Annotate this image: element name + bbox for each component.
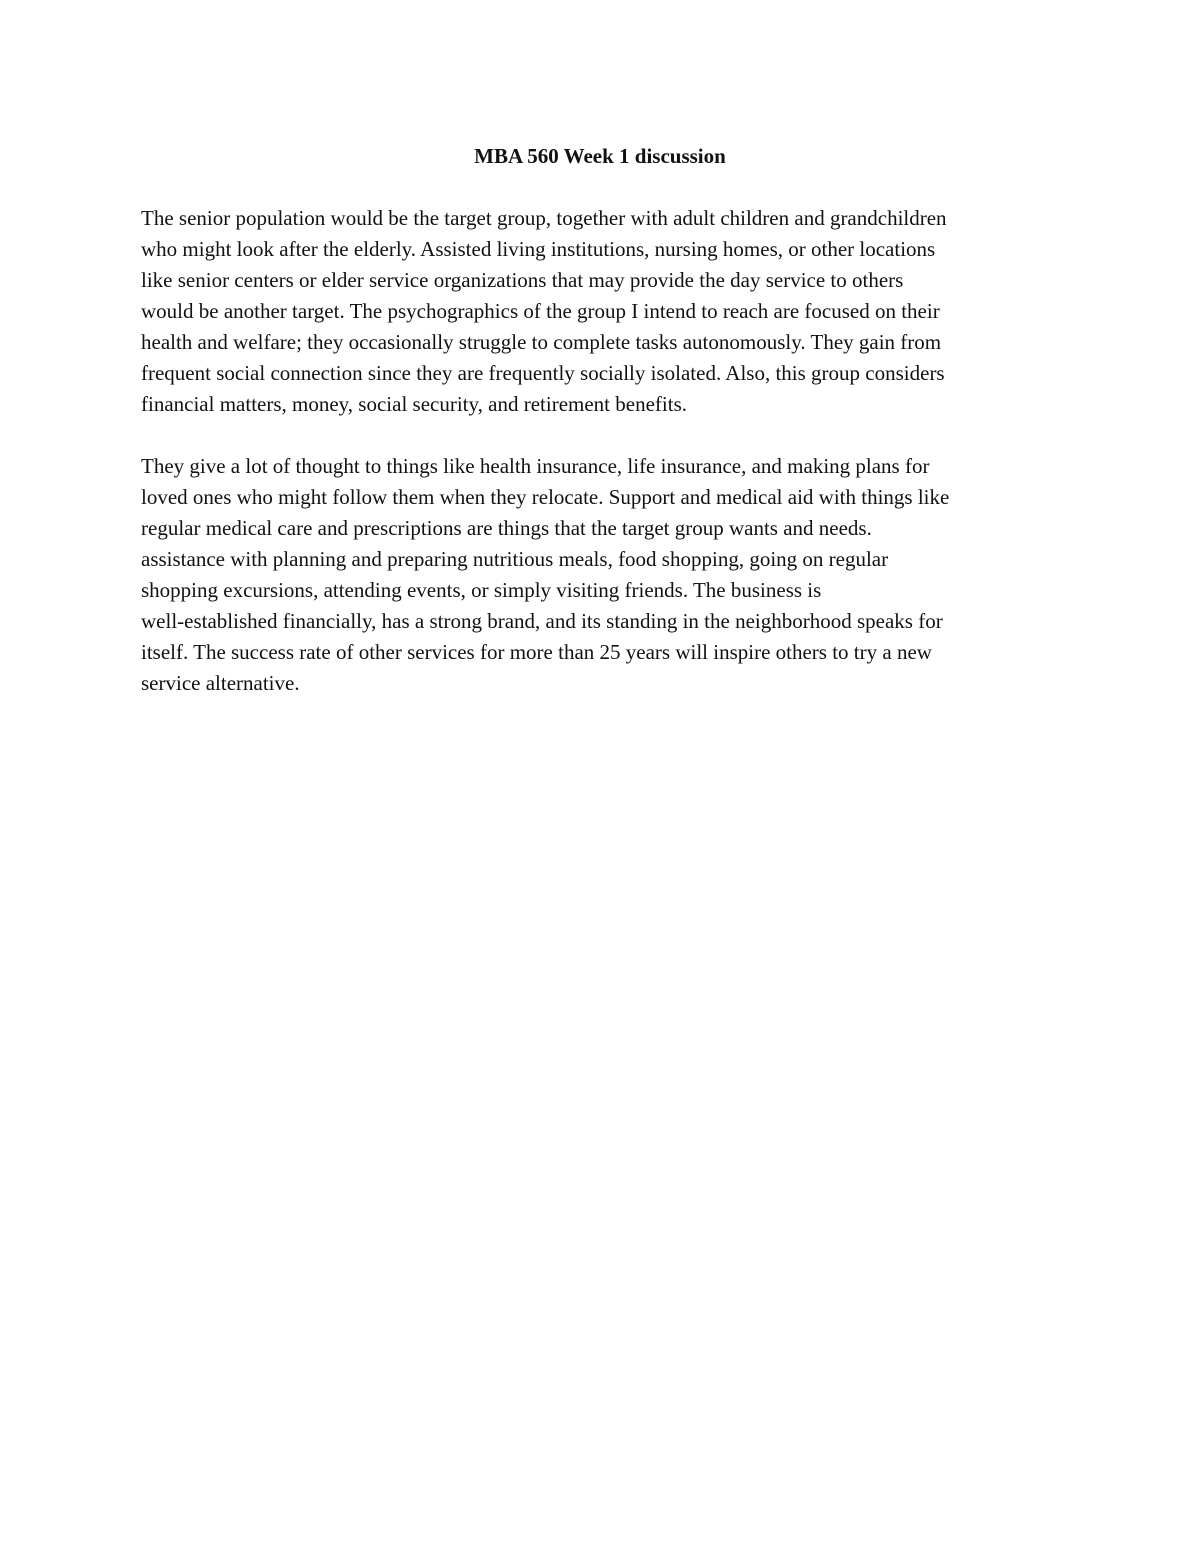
paragraph-line: The senior population would be the target group, together with adult children and grandchildren — [141, 206, 947, 230]
paragraph-line: financial matters, money, social security, and retirement benefits. — [141, 392, 687, 416]
paragraph-line: health and welfare; they occasionally struggle to complete tasks autonomously. They gain from — [141, 330, 942, 354]
paragraph-line: would be another target. The psychographics of the group I intend to reach are focused on their — [141, 299, 940, 323]
paragraph-line: service alternative. — [141, 671, 300, 695]
paragraph-line: itself. The success rate of other services for more than 25 years will inspire others to try a new — [141, 640, 932, 664]
paragraph-line: loved ones who might follow them when they relocate. Support and medical aid with things like — [141, 485, 950, 509]
document-title: MBA 560 Week 1 discussion — [474, 144, 726, 168]
paragraph-line: shopping excursions, attending events, or simply visiting friends. The business is — [141, 578, 822, 602]
paragraph-line: frequent social connection since they are frequently socially isolated. Also, this group considers — [141, 361, 945, 385]
paragraph-line: They give a lot of thought to things like health insurance, life insurance, and making plans for — [141, 454, 930, 478]
paragraph-line: like senior centers or elder service organizations that may provide the day service to others — [141, 268, 904, 292]
paragraph-line: regular medical care and prescriptions are things that the target group wants and needs. — [141, 516, 872, 540]
paragraph-line: assistance with planning and preparing nutritious meals, food shopping, going on regular — [141, 547, 889, 571]
paragraph-line: well-established financially, has a strong brand, and its standing in the neighborhood speaks for — [141, 609, 943, 633]
paragraph-line: who might look after the elderly. Assisted living institutions, nursing homes, or other locations — [141, 237, 936, 261]
